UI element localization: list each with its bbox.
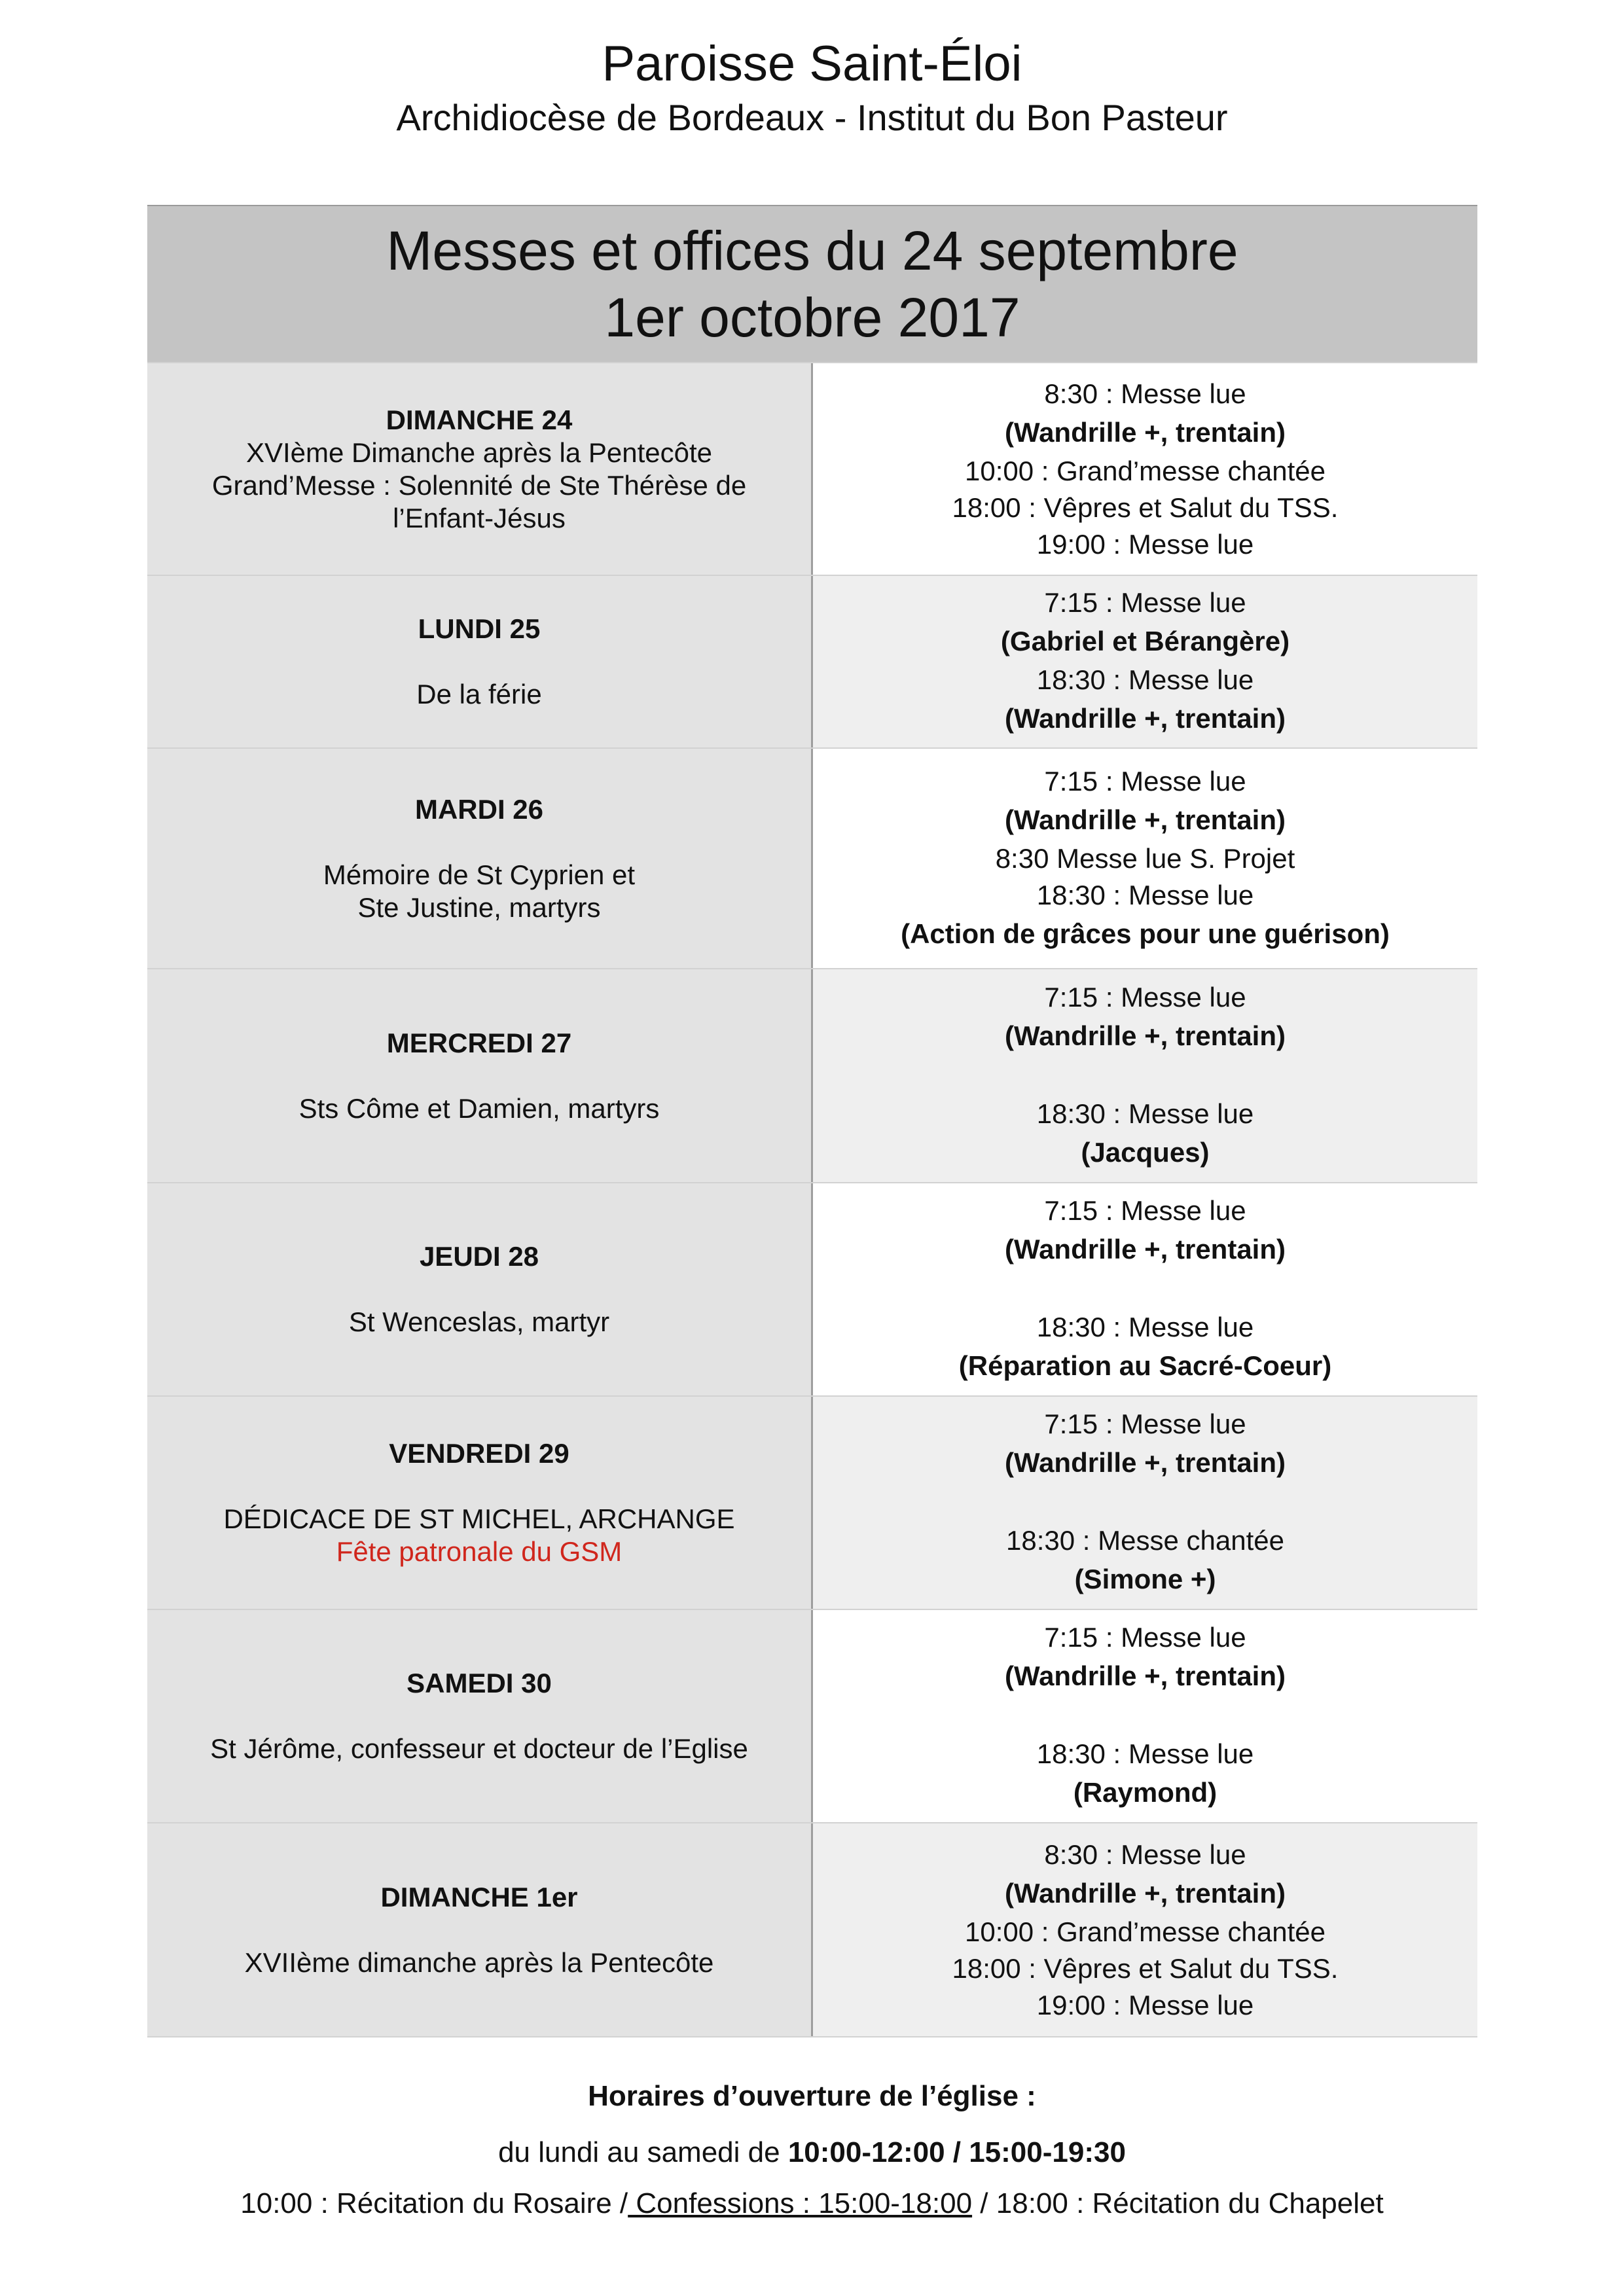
mass-time: 10:00 : Grand’messe chantée: [964, 1916, 1326, 1947]
day-description: Ste Justine, martyrs: [357, 891, 601, 923]
mass-intention: (Wandrille +, trentain): [1005, 1877, 1286, 1909]
day-row: [147, 1395, 1477, 1609]
mass-intention: (Wandrille +, trentain): [1005, 416, 1286, 448]
mass-time: 19:00 : Messe lue: [1036, 1989, 1254, 2020]
mass-time: 19:00 : Messe lue: [1036, 528, 1254, 560]
day-description: XVIème Dimanche après la Pentecôte: [245, 437, 713, 468]
day-info: [147, 1183, 813, 1395]
day-label: LUNDI 25: [418, 613, 541, 644]
day-label: MERCREDI 27: [386, 1027, 572, 1058]
hours-prefix: du lundi au samedi de: [498, 2136, 788, 2168]
mass-time: 7:15 : Messe lue: [1044, 981, 1246, 1013]
day-label: VENDREDI 29: [389, 1438, 569, 1469]
mass-times: [813, 576, 1477, 747]
feast-note: Fête patronale du GSM: [336, 1536, 623, 1567]
mass-time: 18:30 : Messe lue: [1036, 664, 1254, 695]
mass-intention: (Wandrille +, trentain): [1005, 804, 1286, 835]
day-description: Mémoire de St Cyprien et: [323, 859, 636, 890]
day-description: DÉDICACE DE ST MICHEL, ARCHANGE: [223, 1503, 735, 1534]
day-info: [147, 1397, 813, 1609]
mass-time: 18:30 : Messe lue: [1036, 879, 1254, 910]
day-info: [147, 1823, 813, 2036]
mass-intention: (Réparation au Sacré-Coeur): [958, 1350, 1332, 1381]
mass-intention: (Action de grâces pour une guérison): [901, 918, 1390, 949]
day-row: [147, 575, 1477, 747]
mass-times: [813, 1183, 1477, 1395]
day-row: [147, 968, 1477, 1182]
mass-intention: (Wandrille +, trentain): [1005, 1234, 1286, 1265]
mass-times: [813, 969, 1477, 1182]
mass-times: [813, 1397, 1477, 1609]
mass-intention: (Raymond): [1073, 1777, 1218, 1808]
day-description: St Jérôme, confesseur et docteur de l’Eglise: [210, 1733, 748, 1764]
parish-subtitle: Archidiocèse de Bordeaux - Institut du Bon Pasteur: [396, 97, 1228, 138]
mass-time: 18:30 : Messe lue: [1036, 1098, 1254, 1129]
table-title: [147, 205, 1477, 362]
table-title-line2: 1er octobre 2017: [604, 287, 1020, 348]
opening-hours: [0, 2073, 1624, 2227]
opening-hours-heading: Horaires d’ouverture de l’église :: [588, 2080, 1036, 2112]
mass-times: [813, 1610, 1477, 1822]
day-description: Sts Côme et Damien, martyrs: [298, 1092, 660, 1124]
day-row: [147, 1609, 1477, 1822]
mass-intention: (Wandrille +, trentain): [1005, 1447, 1286, 1478]
confessions-text: Confessions : 15:00-18:00: [628, 2187, 973, 2219]
mass-time: 7:15 : Messe lue: [1044, 1622, 1246, 1653]
day-row: [147, 1182, 1477, 1395]
mass-time: 10:00 : Grand’messe chantée: [964, 455, 1326, 486]
mass-times: [813, 363, 1477, 575]
mass-time: 8:30 : Messe lue: [1044, 1839, 1246, 1870]
day-row: [147, 362, 1477, 575]
day-description: l’Enfant-Jésus: [393, 502, 566, 533]
mass-time: 18:00 : Vêpres et Salut du TSS.: [952, 1952, 1339, 1984]
mass-time: 7:15 : Messe lue: [1044, 765, 1246, 797]
day-info: [147, 576, 813, 747]
mass-time: 18:30 : Messe lue: [1036, 1312, 1254, 1342]
mass-time: 7:15 : Messe lue: [1044, 1195, 1246, 1226]
mass-time: 8:30 : Messe lue: [1044, 378, 1246, 409]
mass-time: 18:30 : Messe chantée: [1006, 1525, 1284, 1556]
mass-intention: (Wandrille +, trentain): [1005, 1660, 1286, 1691]
day-label: SAMEDI 30: [406, 1668, 552, 1698]
mass-schedule-table: [147, 205, 1477, 2037]
day-label: JEUDI 28: [419, 1241, 539, 1272]
mass-intention: (Wandrille +, trentain): [1005, 1020, 1286, 1051]
mass-time: 7:15 : Messe lue: [1044, 587, 1246, 618]
mass-time: 18:30 : Messe lue: [1036, 1738, 1254, 1769]
daily-offices-line: [0, 2181, 1624, 2227]
mass-time: 18:00 : Vêpres et Salut du TSS.: [952, 492, 1339, 523]
day-description: XVIIème dimanche après la Pentecôte: [244, 1946, 714, 1978]
day-label: DIMANCHE 24: [386, 404, 573, 435]
table-title-line1: Messes et offices du 24 septembre: [386, 220, 1238, 281]
day-info: [147, 363, 813, 575]
mass-times: [813, 749, 1477, 968]
day-description: De la férie: [416, 679, 542, 709]
day-info: [147, 969, 813, 1182]
day-description: St Wenceslas, martyr: [348, 1306, 610, 1337]
day-info: [147, 749, 813, 968]
day-info: [147, 1610, 813, 1822]
day-row: [147, 1822, 1477, 2037]
mass-intention: (Wandrille +, trentain): [1005, 703, 1286, 734]
hours-value: 10:00-12:00 / 15:00-19:30: [787, 2136, 1126, 2168]
page-header: [0, 34, 1624, 141]
opening-hours-line: [0, 2130, 1624, 2176]
chapelet-text: / 18:00 : Récitation du Chapelet: [972, 2187, 1384, 2219]
day-label: DIMANCHE 1er: [380, 1881, 578, 1912]
rosary-text: 10:00 : Récitation du Rosaire /: [240, 2187, 628, 2219]
parish-title: Paroisse Saint-Éloi: [602, 36, 1022, 92]
mass-time: 7:15 : Messe lue: [1044, 1408, 1246, 1439]
mass-time: 8:30 Messe lue S. Projet: [995, 842, 1295, 874]
mass-intention: (Jacques): [1081, 1136, 1210, 1168]
mass-intention: (Gabriel et Bérangère): [1000, 626, 1290, 656]
day-label: MARDI 26: [414, 793, 544, 825]
day-row: [147, 747, 1477, 968]
mass-times: [813, 1823, 1477, 2036]
mass-intention: (Simone +): [1074, 1564, 1216, 1594]
day-description: Grand’Messe : Solennité de Ste Thérèse de: [211, 469, 747, 501]
